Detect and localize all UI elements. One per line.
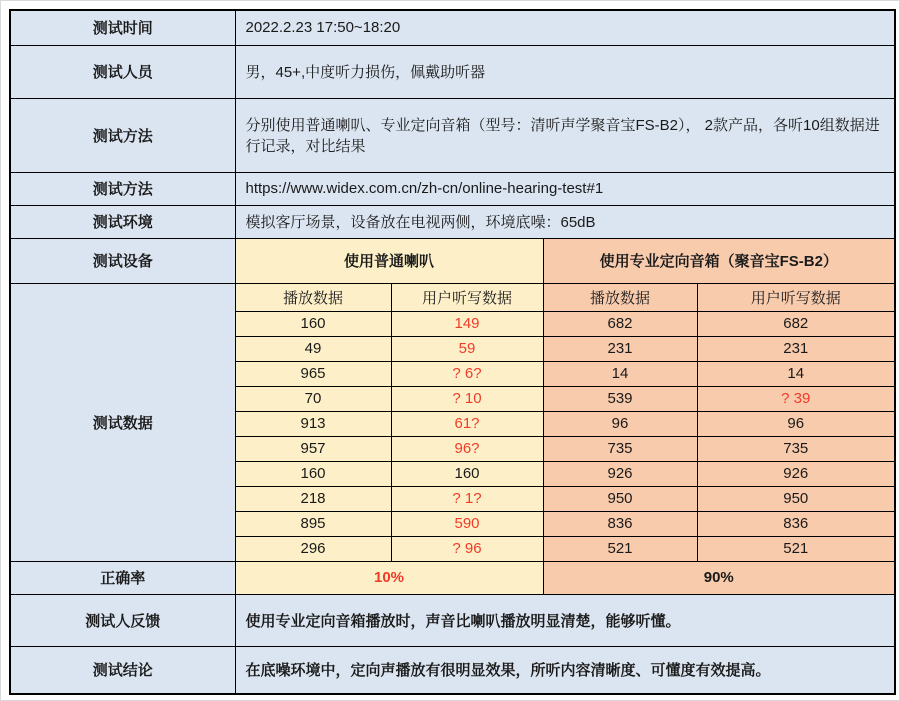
value-feedback: 使用专业定向音箱播放时，声音比喇叭播放明显清楚，能够听懂。 — [235, 594, 895, 646]
cell-heard-b: 14 — [697, 361, 895, 386]
row-test-env — [10, 205, 895, 238]
cell-play-a: 49 — [235, 336, 391, 361]
cell-play-b: 539 — [543, 386, 697, 411]
label-test-method-1: 测试方法 — [10, 98, 235, 172]
test-report-table — [9, 9, 896, 695]
cell-play-b: 682 — [543, 311, 697, 336]
value-conclusion: 在底噪环境中，定向声播放有很明显效果，所听内容清晰度、可懂度有效提高。 — [235, 646, 895, 694]
subheader-heard-a: 用户听写数据 — [391, 283, 543, 311]
label-test-person: 测试人员 — [10, 45, 235, 98]
row-conclusion — [10, 646, 895, 694]
label-test-env: 测试环境 — [10, 205, 235, 238]
cell-heard-a: 160 — [391, 461, 543, 486]
row-test-time — [10, 10, 895, 45]
cell-heard-a: ? 10 — [391, 386, 543, 411]
cell-play-b: 735 — [543, 436, 697, 461]
cell-heard-a: 61? — [391, 411, 543, 436]
cell-heard-b: 735 — [697, 436, 895, 461]
row-test-method-1 — [10, 98, 895, 172]
cell-heard-b: ? 39 — [697, 386, 895, 411]
cell-play-a: 965 — [235, 361, 391, 386]
row-subheaders — [10, 283, 895, 311]
label-test-device: 测试设备 — [10, 238, 235, 283]
header-normal-speaker: 使用普通喇叭 — [235, 238, 543, 283]
value-test-person: 男，45+,中度听力损伤，佩戴助听器 — [235, 45, 895, 98]
row-test-person — [10, 45, 895, 98]
cell-heard-a: ? 6? — [391, 361, 543, 386]
cell-heard-a: 590 — [391, 511, 543, 536]
cell-play-a: 70 — [235, 386, 391, 411]
accuracy-normal: 10% — [235, 561, 543, 594]
cell-heard-a: ? 1? — [391, 486, 543, 511]
label-test-method-2: 测试方法 — [10, 172, 235, 205]
subheader-play-b: 播放数据 — [543, 283, 697, 311]
cell-heard-a: 149 — [391, 311, 543, 336]
value-test-method-1: 分别使用普通喇叭、专业定向音箱（型号：清听声学聚音宝FS-B2）， 2款产品，各听10组数据进行记录，对比结果 — [235, 98, 895, 172]
label-test-time: 测试时间 — [10, 10, 235, 45]
cell-play-b: 521 — [543, 536, 697, 561]
cell-play-a: 160 — [235, 311, 391, 336]
row-test-device — [10, 238, 895, 283]
cell-play-b: 836 — [543, 511, 697, 536]
value-test-env: 模拟客厅场景，设备放在电视两侧，环境底噪：65dB — [235, 205, 895, 238]
cell-play-b: 231 — [543, 336, 697, 361]
label-test-data: 测试数据 — [10, 283, 235, 561]
cell-heard-a: ? 96 — [391, 536, 543, 561]
accuracy-directional: 90% — [543, 561, 895, 594]
cell-heard-b: 231 — [697, 336, 895, 361]
cell-play-a: 957 — [235, 436, 391, 461]
cell-heard-a: 59 — [391, 336, 543, 361]
cell-play-b: 14 — [543, 361, 697, 386]
header-directional-speaker: 使用专业定向音箱（聚音宝FS-B2） — [543, 238, 895, 283]
cell-heard-b: 96 — [697, 411, 895, 436]
label-feedback: 测试人反馈 — [10, 594, 235, 646]
row-test-method-2 — [10, 172, 895, 205]
cell-play-a: 218 — [235, 486, 391, 511]
row-accuracy — [10, 561, 895, 594]
label-accuracy: 正确率 — [10, 561, 235, 594]
cell-play-a: 160 — [235, 461, 391, 486]
cell-play-b: 950 — [543, 486, 697, 511]
cell-play-a: 296 — [235, 536, 391, 561]
cell-heard-b: 521 — [697, 536, 895, 561]
cell-heard-b: 682 — [697, 311, 895, 336]
cell-heard-b: 836 — [697, 511, 895, 536]
value-test-time: 2022.2.23 17:50~18:20 — [235, 10, 895, 45]
cell-play-a: 913 — [235, 411, 391, 436]
label-conclusion: 测试结论 — [10, 646, 235, 694]
cell-play-b: 926 — [543, 461, 697, 486]
cell-heard-b: 926 — [697, 461, 895, 486]
cell-play-a: 895 — [235, 511, 391, 536]
cell-heard-a: 96? — [391, 436, 543, 461]
value-test-method-url: https://www.widex.com.cn/zh-cn/online-hearing-test#1 — [235, 172, 895, 205]
cell-play-b: 96 — [543, 411, 697, 436]
row-feedback — [10, 594, 895, 646]
cell-heard-b: 950 — [697, 486, 895, 511]
subheader-play-a: 播放数据 — [235, 283, 391, 311]
subheader-heard-b: 用户听写数据 — [697, 283, 895, 311]
